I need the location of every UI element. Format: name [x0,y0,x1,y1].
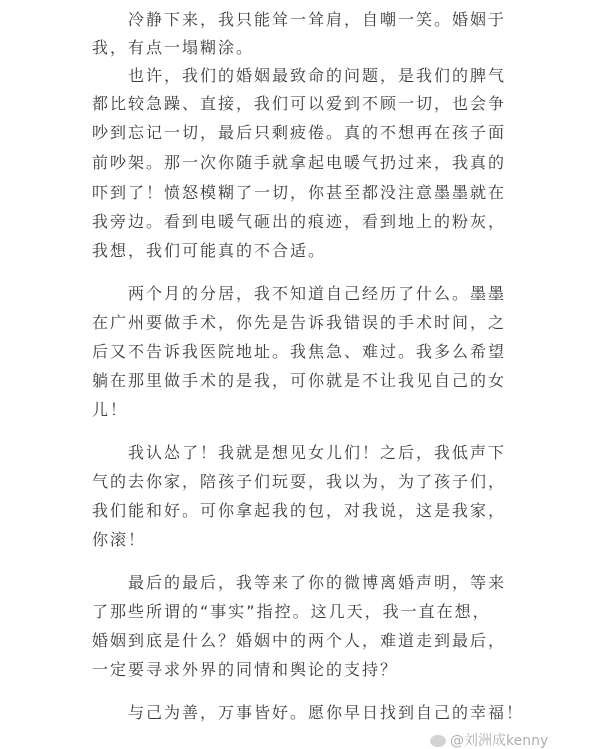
paragraph-line: 也许，我们的婚姻最致命的问题，是我们的脾气 [128,66,507,85]
paragraph-line: 婚姻到底是什么？婚姻中的两个人，难道走到最后， [92,631,507,650]
paragraph-line: 吵到忘记一切，最后只剩疲倦。真的不想再在孩子面 [92,123,507,142]
paragraph-line: 躺在那里做手术的是我，可你就是不让我见自己的女 [92,371,507,390]
paragraph-line: 前吵架。那一次你随手就拿起电暖气扔过来，我真的 [92,153,507,172]
paragraph-line: 了那些所谓的“事实”指控。这几天，我一直在想， [92,602,491,621]
weibo-logo-icon [430,735,446,747]
paragraph-line: 气的去你家，陪孩子们玩耍，我以为，为了孩子们， [92,472,507,491]
paragraph-line: 你滚！ [92,530,147,549]
paragraph-line: 与己为善，万事皆好。愿你早日找到自己的幸福！ [128,703,525,722]
paragraph-line: 在广州要做手术，你先是告诉我错误的手术时间，之 [92,313,507,332]
paragraph-line: 我们能和好。可你拿起我的包，对我说，这是我家， [92,501,507,520]
paragraph-line: 儿！ [92,400,129,419]
paragraph-line: 冷静下来，我只能耸一耸肩，自嘲一笑。婚姻于 [128,10,507,29]
paragraph-line: 一定要寻求外界的同情和舆论的支持？ [92,660,399,679]
paragraph-line: 我旁边。看到电暖气砸出的痕迹，看到地上的粉灰， [92,212,507,231]
paragraph-line: 吓到了！愤怒模糊了一切，你甚至都没注意墨墨就在 [92,183,507,202]
paragraph-line: 我，有点一塌糊涂。 [92,38,255,57]
watermark [430,733,548,749]
paragraph-line: 都比较急躁、直接，我们可以爱到不顾一切，也会争 [92,94,507,113]
paragraph-line: 两个月的分居，我不知道自己经历了什么。墨墨 [128,284,507,303]
paragraph-line: 我认怂了！我就是想见女儿们！之后，我低声下 [128,443,507,462]
watermark-text: @刘洲成kenny [450,733,549,749]
paragraph-line: 我想，我们可能真的不合适。 [92,241,327,260]
paragraph-line: 后又不告诉我医院地址。我焦急、难过。我多么希望 [92,342,507,361]
paragraph-line: 最后的最后，我等来了你的微博离婚声明，等来 [128,573,507,592]
